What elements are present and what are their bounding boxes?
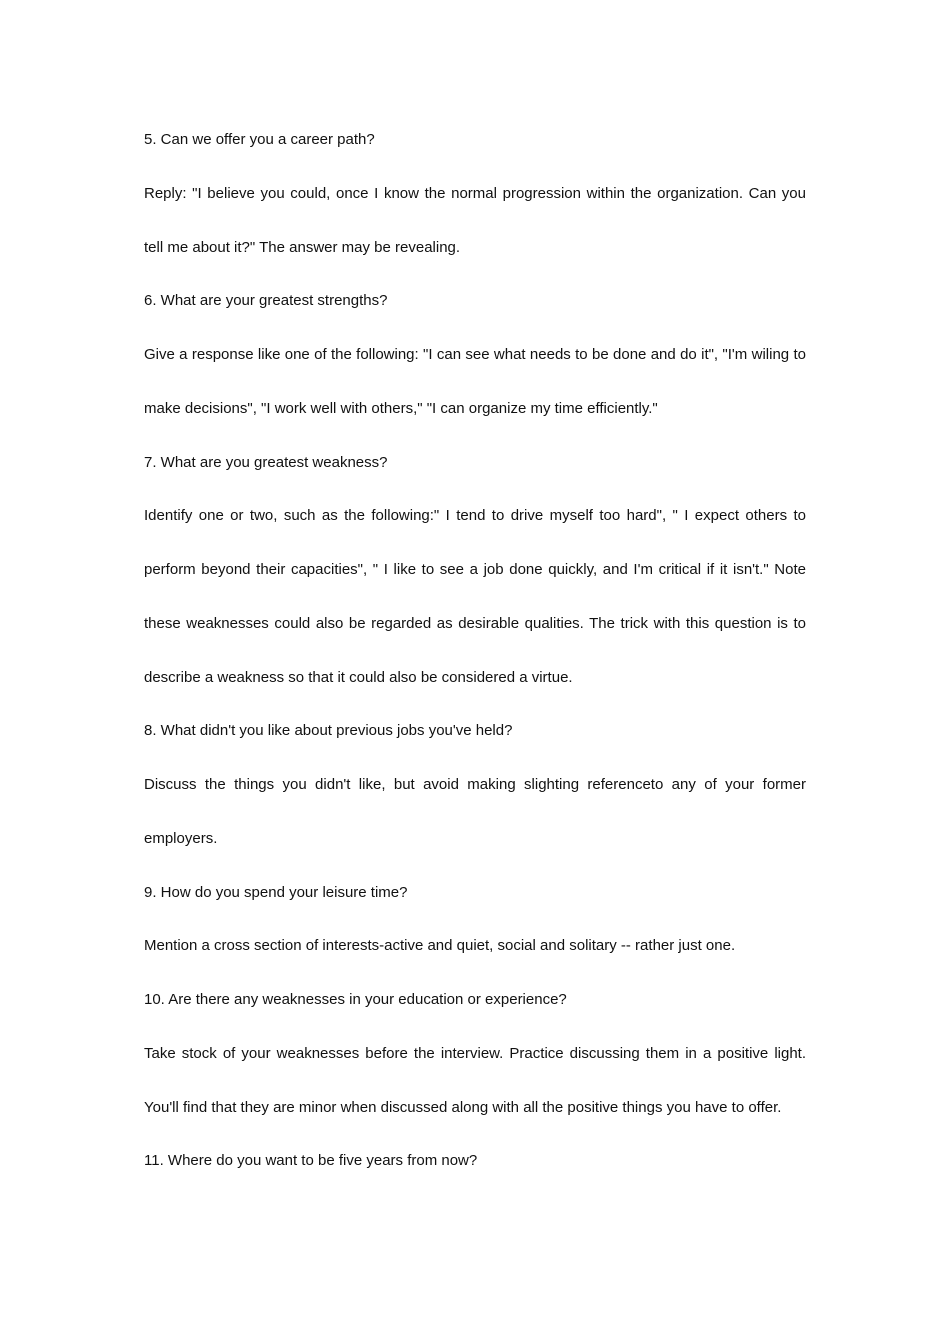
answer-8: Discuss the things you didn't like, but avoid making slighting referenceto any of your former employers. bbox=[144, 776, 806, 847]
document-body bbox=[144, 113, 806, 1188]
answer-6: Give a response like one of the following: "I can see what needs to be done and do it", "I'm wiling to make decisions", "I work well with others," "I can organize my time efficiently." bbox=[144, 346, 806, 417]
answer-10: Take stock of your weaknesses before the interview. Practice discussing them in a positive light. You'll find that they are minor when discussed along with all the positive things you have to offer. bbox=[144, 1044, 806, 1116]
question-11: 11. Where do you want to be five years from now? bbox=[144, 1152, 478, 1170]
question-7: 7. What are you greatest weakness? bbox=[144, 453, 388, 471]
question-10: 10. Are there any weaknesses in your education or experience? bbox=[144, 991, 567, 1008]
answer-9: Mention a cross section of interests-active and quiet, social and solitary -- rather just one. bbox=[144, 937, 736, 955]
question-6: 6. What are your greatest strengths? bbox=[144, 292, 388, 310]
answer-7: Identify one or two, such as the following:" I tend to drive myself too hard", " I expect others to perform beyond their capacities", " I like to see a job done quickly, and I'm critical if it isn't." Note these weaknesses could also be regarded as desirable qualities. The trick with this question is to describe a weakness so that it could also be considered a virtue. bbox=[144, 507, 806, 686]
question-9: 9. How do you spend your leisure time? bbox=[144, 883, 408, 901]
question-5: 5. Can we offer you a career path? bbox=[144, 131, 375, 148]
answer-5: Reply: "I believe you could, once I know the normal progression within the organization. Can you tell me about it?" The answer may be revealing. bbox=[144, 184, 806, 256]
question-8: 8. What didn't you like about previous jobs you've held? bbox=[144, 722, 513, 740]
